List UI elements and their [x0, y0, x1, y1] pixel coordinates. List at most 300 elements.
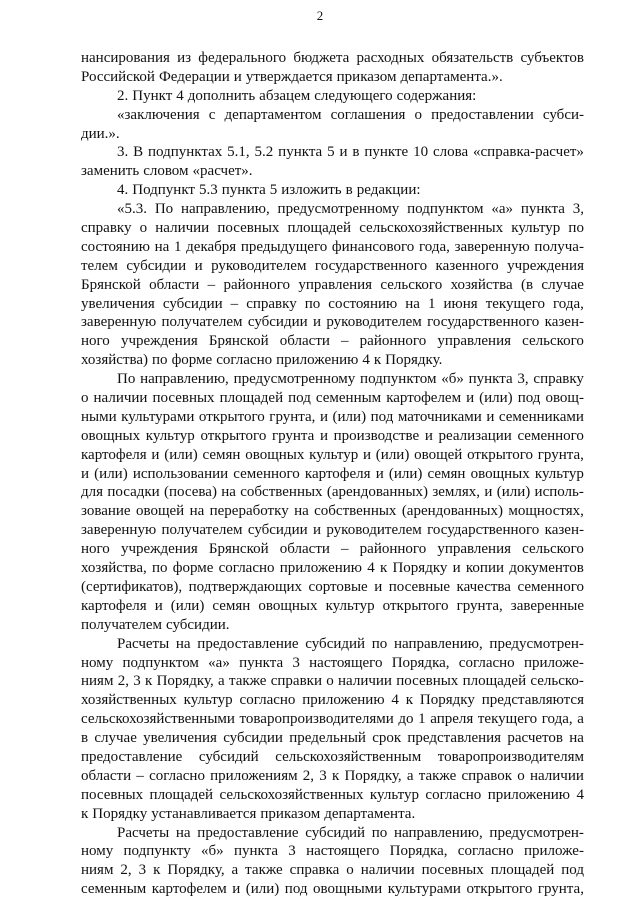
word: по — [152, 352, 168, 369]
word: Подпункт — [132, 182, 195, 199]
word: направлению, — [181, 201, 270, 218]
text-line — [81, 824, 584, 843]
word: под — [370, 408, 394, 425]
word: апреля — [430, 711, 474, 728]
word: года, — [553, 295, 584, 312]
word: реализации — [438, 427, 512, 444]
text-line — [81, 559, 584, 578]
word: к — [331, 767, 340, 784]
word: Порядку, — [156, 673, 214, 690]
word: приказом — [336, 68, 397, 85]
word: (или) — [496, 484, 531, 501]
word: семенного — [233, 465, 300, 482]
word: и — [312, 522, 322, 539]
word: субсидий — [305, 824, 366, 841]
word: семян — [212, 597, 251, 614]
text-line — [81, 332, 584, 351]
text-line — [81, 87, 584, 106]
word: департамента. — [324, 805, 416, 822]
word: содержания: — [396, 87, 477, 104]
word: состоянию — [328, 295, 398, 312]
word: на — [175, 635, 191, 652]
word: 5.3 — [198, 182, 218, 199]
word: словом — [143, 163, 189, 180]
word: культур — [325, 597, 375, 614]
word: открытого — [382, 597, 449, 614]
word: семенным — [81, 881, 147, 898]
word: семенного — [517, 578, 584, 595]
word: с — [208, 106, 216, 123]
word: грунта, — [269, 408, 316, 425]
word: и — [374, 578, 383, 595]
word: «5.3. — [117, 201, 147, 218]
word: приложению — [487, 786, 571, 803]
word: финансового — [331, 238, 415, 255]
text-line — [81, 200, 584, 219]
word: наличии — [338, 673, 392, 690]
text-line — [81, 710, 584, 729]
text-line — [81, 313, 584, 332]
word: справка — [289, 862, 340, 879]
word: справку — [81, 220, 132, 237]
word: 2, — [117, 673, 129, 690]
text-line — [81, 389, 584, 408]
text-line — [81, 427, 584, 446]
word: на — [189, 503, 205, 520]
word: руководителем — [326, 314, 422, 331]
word: казен- — [544, 522, 584, 539]
word: (арендованных) — [326, 484, 429, 501]
word: о — [414, 106, 423, 123]
text-line — [81, 767, 584, 786]
word: согласно — [239, 692, 296, 709]
word: Федерации — [158, 68, 230, 85]
word: о — [139, 220, 148, 237]
word: сельского — [522, 333, 584, 350]
word: направлению, — [394, 635, 483, 652]
word: получателем — [81, 616, 162, 633]
word: субси- — [542, 106, 584, 123]
text-line — [81, 597, 584, 616]
word: учреждения — [507, 257, 584, 274]
word: (арендованных) — [401, 503, 503, 520]
word: 3 — [292, 654, 300, 671]
word: культур — [145, 427, 195, 444]
text-line — [81, 49, 584, 68]
word: Брянской — [208, 333, 269, 350]
word: 5.2 — [254, 144, 274, 161]
word: предоставление — [197, 635, 299, 652]
word: к — [153, 862, 161, 879]
word: и — [486, 408, 495, 425]
word: текущего — [477, 711, 538, 728]
word: «расчет». — [192, 163, 253, 180]
word: руководителем — [211, 257, 307, 274]
word: устанавливается — [151, 805, 257, 822]
text-line — [81, 691, 584, 710]
word: субсидии — [223, 730, 283, 747]
word: согласно — [457, 843, 514, 860]
word: согласно — [218, 560, 275, 577]
word: и — [339, 144, 348, 161]
text-line — [81, 162, 584, 181]
word: под — [561, 862, 584, 879]
text-line — [81, 616, 584, 635]
text-line — [81, 257, 584, 276]
text-line — [81, 465, 584, 484]
text-line — [81, 654, 584, 673]
text-line — [81, 408, 584, 427]
word: и — [81, 465, 90, 482]
word: 3 — [319, 767, 327, 784]
word: дии.». — [81, 125, 120, 142]
word: пункта — [520, 201, 565, 218]
word: предоставление — [81, 748, 183, 765]
word: субсидии — [247, 314, 308, 331]
word: Пункт — [132, 87, 173, 104]
word: сельскохозяйственным — [275, 748, 422, 765]
word: увеличения — [143, 730, 217, 747]
word: 2, — [302, 767, 315, 784]
word: справку — [533, 371, 584, 388]
word: сортовые — [308, 578, 368, 595]
word: редакции: — [356, 182, 421, 199]
word: 4 — [576, 786, 584, 803]
word: (сертификатов), — [81, 578, 183, 595]
word: приложению — [276, 352, 359, 369]
word: 1 — [173, 238, 182, 255]
word: направлению, — [394, 824, 483, 841]
word: и — [452, 560, 461, 577]
word: посевных — [396, 673, 459, 690]
word: ного — [81, 541, 110, 558]
text-line — [81, 125, 584, 144]
word: года, — [541, 711, 573, 728]
word: также — [228, 673, 267, 690]
word: сельского — [380, 276, 443, 293]
word: состоянию — [81, 238, 150, 255]
word: посевных — [217, 220, 280, 237]
word: приказом — [260, 805, 321, 822]
word: и — [319, 408, 328, 425]
word: расходных — [356, 50, 425, 66]
word: 5.1, — [227, 144, 250, 161]
word: по — [371, 635, 388, 652]
text-line — [81, 370, 584, 389]
word: 4 — [362, 352, 370, 369]
word: по — [371, 824, 388, 841]
word: ными — [81, 408, 117, 425]
word: пункта — [468, 371, 513, 388]
text-line — [81, 181, 584, 200]
word: субсидии — [247, 522, 308, 539]
word: переработку — [209, 503, 289, 520]
word: документов — [509, 560, 584, 577]
word: Брянской — [81, 276, 141, 293]
text-line — [81, 635, 584, 654]
word: «справка-расчет» — [473, 144, 584, 161]
word: (или) — [94, 465, 128, 482]
word: и — [375, 465, 384, 482]
word: Порядку, — [167, 862, 225, 879]
word: – — [207, 276, 216, 293]
word: представляются — [481, 692, 584, 709]
word: картофеля — [304, 465, 371, 482]
word: В — [133, 144, 144, 161]
word: и — [424, 427, 433, 444]
word: учреждения — [120, 333, 198, 350]
word: мощностях, — [508, 503, 584, 520]
word: департаментом — [224, 106, 322, 123]
word: под — [517, 390, 541, 407]
word: телем — [81, 257, 118, 274]
word: под — [288, 390, 311, 407]
word: приложению — [279, 560, 363, 577]
word: Порядка, — [389, 843, 448, 860]
word: наличии — [93, 390, 148, 407]
word: из — [177, 50, 192, 66]
word: хозяйства — [450, 276, 513, 293]
word: картофеля — [81, 446, 147, 463]
word: – — [341, 541, 349, 558]
word: бюджета — [293, 50, 350, 66]
word: предусмотрен- — [489, 635, 584, 652]
word: по — [152, 560, 168, 577]
word: картофеля — [81, 597, 147, 614]
word: семенного — [517, 427, 584, 444]
word: пункта — [233, 843, 278, 860]
word: соглашения — [330, 106, 406, 123]
word: – — [230, 295, 239, 312]
word: о — [326, 673, 334, 690]
word: овощных — [245, 446, 305, 463]
word: государственного — [314, 257, 428, 274]
word: овощей — [135, 503, 185, 520]
word: федерального — [198, 50, 287, 66]
word: и — [319, 427, 329, 444]
word: заверенную — [81, 314, 157, 331]
text-line — [81, 805, 584, 824]
word: овощных — [258, 597, 318, 614]
word: 3 — [133, 673, 141, 690]
word: 3 — [288, 843, 296, 860]
word: обязательств — [431, 50, 514, 66]
word: руководителем — [326, 522, 422, 539]
word: грунта — [271, 427, 315, 444]
word: 4 — [367, 560, 375, 577]
word: Порядка, — [391, 654, 450, 671]
word: приложе- — [523, 843, 584, 860]
word: дополнить — [187, 87, 256, 104]
text-line — [81, 521, 584, 540]
word: форме — [172, 560, 214, 577]
word: также — [418, 767, 457, 784]
word: подпункту — [123, 843, 191, 860]
word: и — [312, 314, 322, 331]
word: ниям — [81, 673, 114, 690]
word: пункта — [278, 144, 323, 161]
text-line — [81, 68, 584, 87]
word: пункта — [239, 654, 284, 671]
text-line — [81, 578, 584, 597]
text-line — [81, 502, 584, 521]
word: области — [279, 333, 330, 350]
word: июня — [443, 295, 478, 312]
text-line — [81, 351, 584, 370]
word: приложе- — [523, 654, 584, 671]
word: культур — [183, 692, 233, 709]
word: сельскохозяйственных — [359, 220, 504, 237]
word: 4 — [391, 692, 399, 709]
text-line — [81, 106, 584, 125]
word: утверждается — [245, 68, 333, 85]
word: государственного — [427, 522, 540, 539]
word: получателем — [161, 522, 243, 539]
word: форме — [171, 352, 213, 369]
word: грунта, — [537, 446, 584, 463]
word: Порядку. — [385, 352, 443, 369]
word: производстве — [333, 427, 420, 444]
word: субсидий — [305, 635, 366, 652]
word: семян — [427, 465, 466, 482]
word: сельско- — [530, 673, 584, 690]
word: области — [81, 767, 132, 784]
text-line — [81, 143, 584, 162]
word: предусмотрен- — [489, 824, 584, 841]
word: овощ- — [545, 390, 584, 407]
word: к — [373, 352, 382, 369]
text-line — [81, 861, 584, 880]
word: семенниками — [498, 408, 584, 425]
word: овощных — [81, 427, 141, 444]
word: к — [379, 560, 388, 577]
word: на — [569, 730, 584, 747]
word: области — [279, 541, 330, 558]
word: предоставлении — [431, 106, 534, 123]
word: копии — [465, 560, 504, 577]
word: предыдущего — [240, 238, 328, 255]
word: 2. — [117, 87, 129, 104]
word: (или) — [245, 881, 280, 898]
word: о — [346, 862, 354, 879]
word: ниям — [81, 862, 114, 879]
word: о — [81, 390, 89, 407]
word: культур — [534, 465, 584, 482]
word: нансирования — [81, 50, 170, 66]
text-line — [81, 219, 584, 238]
text-line — [81, 540, 584, 559]
word: а — [218, 673, 225, 690]
word: овощных — [470, 465, 530, 482]
word: согласно — [458, 654, 515, 671]
text-line — [81, 786, 584, 805]
word: предельный — [289, 730, 366, 747]
word: посевных — [421, 862, 484, 879]
word: 1 — [418, 711, 426, 728]
word: области — [149, 276, 200, 293]
word: овощей — [414, 446, 463, 463]
word: (или) — [375, 446, 410, 463]
word: открытого — [200, 427, 267, 444]
word: абзацем — [259, 87, 311, 104]
word: овощными — [313, 881, 383, 898]
word: в — [352, 144, 360, 161]
word: (или) — [479, 390, 513, 407]
word: в — [81, 730, 89, 747]
word: изложить — [281, 182, 342, 199]
word: получа- — [534, 238, 584, 255]
word: на — [154, 238, 170, 255]
word: 3 — [138, 862, 147, 879]
word: и — [466, 390, 475, 407]
text-line — [81, 238, 584, 257]
word: к — [145, 673, 153, 690]
word: и — [154, 597, 163, 614]
word: срок — [372, 730, 402, 747]
word: и — [362, 446, 372, 463]
word: 5 — [269, 182, 278, 199]
word: По — [154, 201, 174, 218]
word: заверенную — [81, 522, 157, 539]
text-line — [81, 880, 584, 899]
word: предусмотренному — [277, 201, 400, 218]
word: 4. — [117, 182, 129, 199]
text-line — [81, 483, 584, 502]
word: собственных — [240, 484, 323, 501]
word: управления — [298, 276, 373, 293]
word: 10 — [413, 144, 429, 161]
word: площадей — [219, 390, 284, 407]
word: культурами — [121, 408, 195, 425]
word: заверенные — [510, 597, 584, 614]
word: до — [398, 711, 414, 728]
word: и — [233, 68, 242, 85]
word: хозяйства, — [81, 560, 147, 577]
word: справок — [461, 767, 513, 784]
word: субсидии. — [165, 616, 230, 633]
word: Расчеты — [117, 824, 170, 841]
word: субсидии — [126, 257, 187, 274]
word: ного — [81, 333, 110, 350]
word: подпунктах — [148, 144, 223, 161]
word: использовании — [132, 465, 229, 482]
word: направлению, — [140, 371, 229, 388]
word: – — [341, 333, 349, 350]
word: на — [175, 824, 191, 841]
word: культурами — [387, 881, 461, 898]
word: посевных — [152, 390, 215, 407]
word: приложениям — [210, 767, 298, 784]
word: (или) — [332, 408, 367, 425]
word: учреждения — [120, 541, 198, 558]
word: и — [151, 446, 160, 463]
word: посевных — [81, 786, 144, 803]
word: согласно — [149, 767, 205, 784]
word: предоставление — [197, 824, 299, 841]
word: подпунктом — [122, 654, 199, 671]
word: качества — [456, 578, 511, 595]
word: открытого — [466, 881, 533, 898]
word: субъектов — [520, 50, 584, 66]
word: (или) — [164, 446, 198, 463]
word: картофелем — [386, 390, 462, 407]
word: открытого — [467, 446, 533, 463]
word: декабря — [186, 238, 237, 255]
word: сельскохозяйственных — [219, 786, 364, 803]
word: и — [232, 881, 241, 898]
word: наличии — [529, 767, 584, 784]
word: «а» — [491, 201, 514, 218]
